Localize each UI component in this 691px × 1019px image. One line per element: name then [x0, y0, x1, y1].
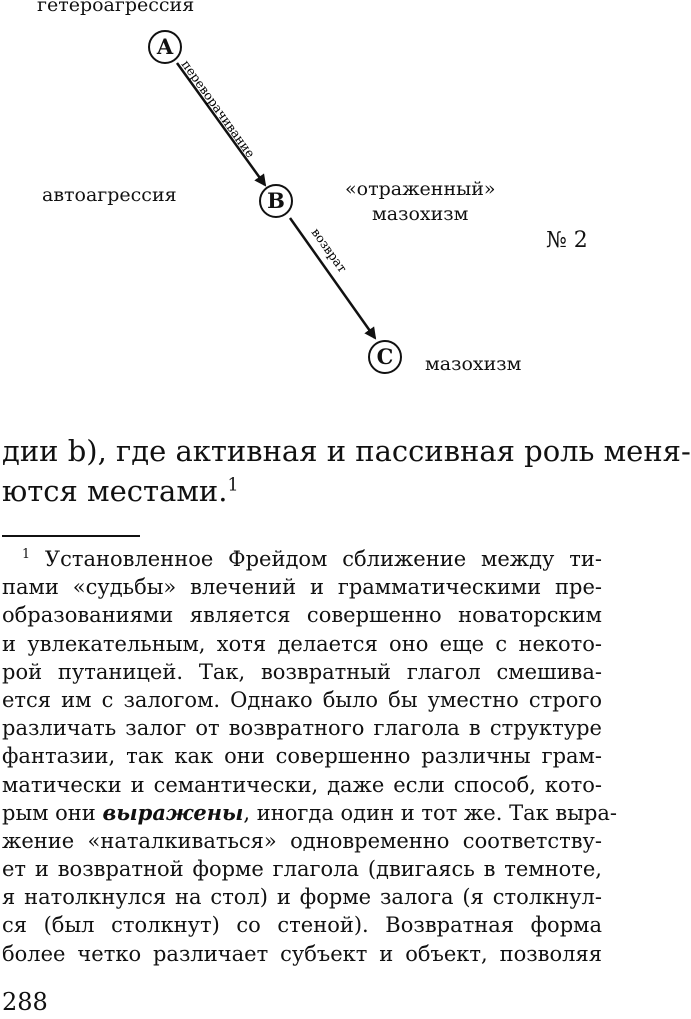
footnote-line: ется им с залогом. Однако было бы уместно строго	[2, 687, 602, 712]
footnote-emphasis: выражены	[102, 799, 244, 825]
label-hetero-aggression: гетероагрессия	[37, 0, 195, 16]
footnote-line: рой путаницей. Так, возвратный глагол смешива-	[2, 659, 602, 684]
footnote-ref: 1	[227, 475, 239, 496]
footnote	[2, 545, 618, 968]
footnote-marker: 1	[22, 546, 31, 561]
footnote-line: различать залог от возвратного глагола в структуре	[2, 716, 602, 741]
footnote-rule	[2, 535, 140, 537]
diagram	[0, 0, 620, 400]
label-number: № 2	[546, 228, 588, 253]
edge-label-bc: возврат	[308, 225, 351, 276]
footnote-line: рым они выражены, иногда один и тот же. Так выра-	[2, 799, 618, 825]
body-line-2-text: ются местами.	[2, 474, 228, 508]
label-auto-aggression: автоагрессия	[42, 184, 177, 206]
node-b: B	[259, 184, 293, 218]
footnote-line: пами «судьбы» влечений и грамматическими пре-	[2, 575, 602, 600]
body-text	[2, 431, 691, 511]
footnote-line: матически и семантически, даже если способ, кото-	[2, 772, 602, 797]
footnote-line: ет и возвратной форме глагола (двигаясь в темноте,	[2, 857, 602, 882]
body-line-2	[2, 471, 602, 511]
footnote-line: более четко различает субъект и объект, позволяя	[2, 941, 602, 966]
node-a: A	[148, 30, 182, 64]
footnote-line: фантазии, так как они совершенно различны грам-	[2, 744, 602, 769]
body-line-1: дии b), где активная и пассивная роль меня-	[2, 434, 691, 468]
footnote-line: $^1$ Установленное Фрейдом сближение между ти-	[22, 546, 602, 571]
footnote-line: ся (был столкнут) со стеной). Возвратная форма	[2, 913, 602, 938]
label-reflected-masochism: мазохизм	[372, 203, 469, 225]
footnote-line: и увлекательным, хотя делается оно еще с некото-	[2, 631, 602, 656]
label-masochism: мазохизм	[425, 353, 522, 375]
footnote-line: я натолкнулся на стол) и форме залога (я столкнул-	[2, 885, 602, 910]
footnote-line: образованиями является совершенно новаторским	[2, 603, 602, 628]
edge-label-ab: переворачивание	[178, 57, 259, 161]
page-number: 288	[2, 988, 48, 1016]
label-reflected: «отраженный»	[345, 178, 496, 200]
footnote-line: жение «наталкиваться» одновременно соответству-	[2, 828, 602, 853]
node-c: C	[368, 340, 402, 374]
edge-b-c	[290, 218, 375, 338]
